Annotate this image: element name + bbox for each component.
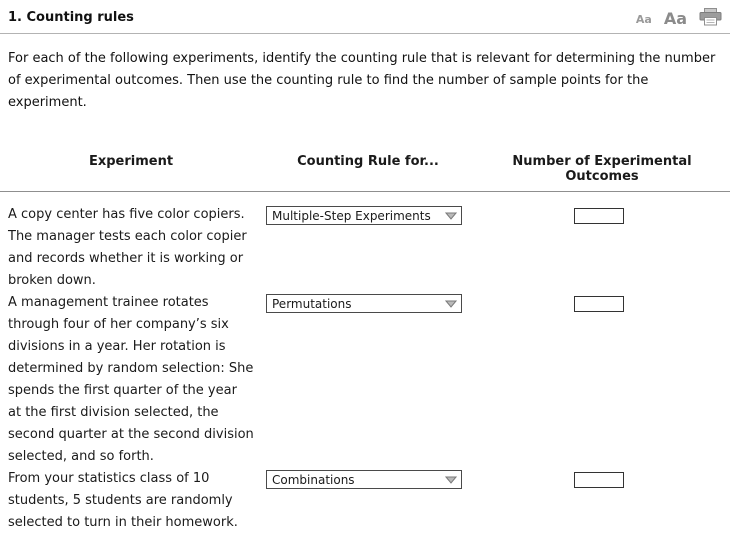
table-body	[0, 192, 730, 534]
chevron-down-icon	[445, 212, 457, 220]
dropdown-selected-value: Multiple-Step Experiments	[272, 208, 431, 223]
experiment-text: From your statistics class of 10 students, 5 students are randomly selected to turn in their homework.	[8, 471, 238, 530]
counting-rule-dropdown[interactable]	[266, 206, 462, 225]
table-header-row	[0, 154, 730, 192]
experiment-text: A management trainee rotates through four of her company’s six divisions in a year. Her rotation is determined by random selection: She spends the first quarter of the year at the first division selected, the second quarter at the second division selected, and so forth.	[8, 295, 254, 464]
outcomes-answer-input[interactable]	[574, 472, 624, 488]
experiment-text: A copy center has five color copiers. The manager tests each color copier and records whether it is working or broken down.	[8, 207, 247, 288]
table-row	[0, 292, 730, 468]
top-bar	[0, 0, 730, 34]
column-header-outcomes: Number of Experimental Outcomes	[512, 154, 692, 184]
column-header-experiment: Experiment	[88, 154, 174, 169]
chevron-down-icon	[445, 476, 457, 484]
rule-cell	[262, 292, 474, 468]
dropdown-selected-value: Combinations	[272, 472, 355, 487]
rule-cell	[262, 468, 474, 534]
counting-rules-table	[0, 154, 730, 534]
answer-cell	[474, 204, 730, 292]
page-controls	[636, 8, 722, 27]
outcomes-answer-input[interactable]	[574, 296, 624, 312]
column-header-counting-rule: Counting Rule for...	[297, 154, 439, 169]
answer-cell	[474, 468, 730, 534]
outcomes-answer-input[interactable]	[574, 208, 624, 224]
instructions-text: For each of the following experiments, identify the counting rule that is relevant for determining the number of experimental outcomes. Then use the counting rule to find the number of sample points for the experiment.	[8, 51, 716, 110]
answer-cell	[474, 292, 730, 468]
font-size-small-button[interactable]: Aa	[635, 13, 652, 26]
table-row	[0, 468, 730, 534]
page-title: 1. Counting rules	[8, 10, 134, 25]
chevron-down-icon	[445, 300, 457, 308]
rule-cell	[262, 204, 474, 292]
table-row	[0, 204, 730, 292]
dropdown-selected-value: Permutations	[272, 296, 352, 311]
font-size-large-button[interactable]: Aa	[663, 9, 687, 28]
counting-rule-dropdown[interactable]	[266, 294, 462, 313]
counting-rule-dropdown[interactable]	[266, 470, 462, 489]
print-icon[interactable]	[699, 8, 722, 27]
